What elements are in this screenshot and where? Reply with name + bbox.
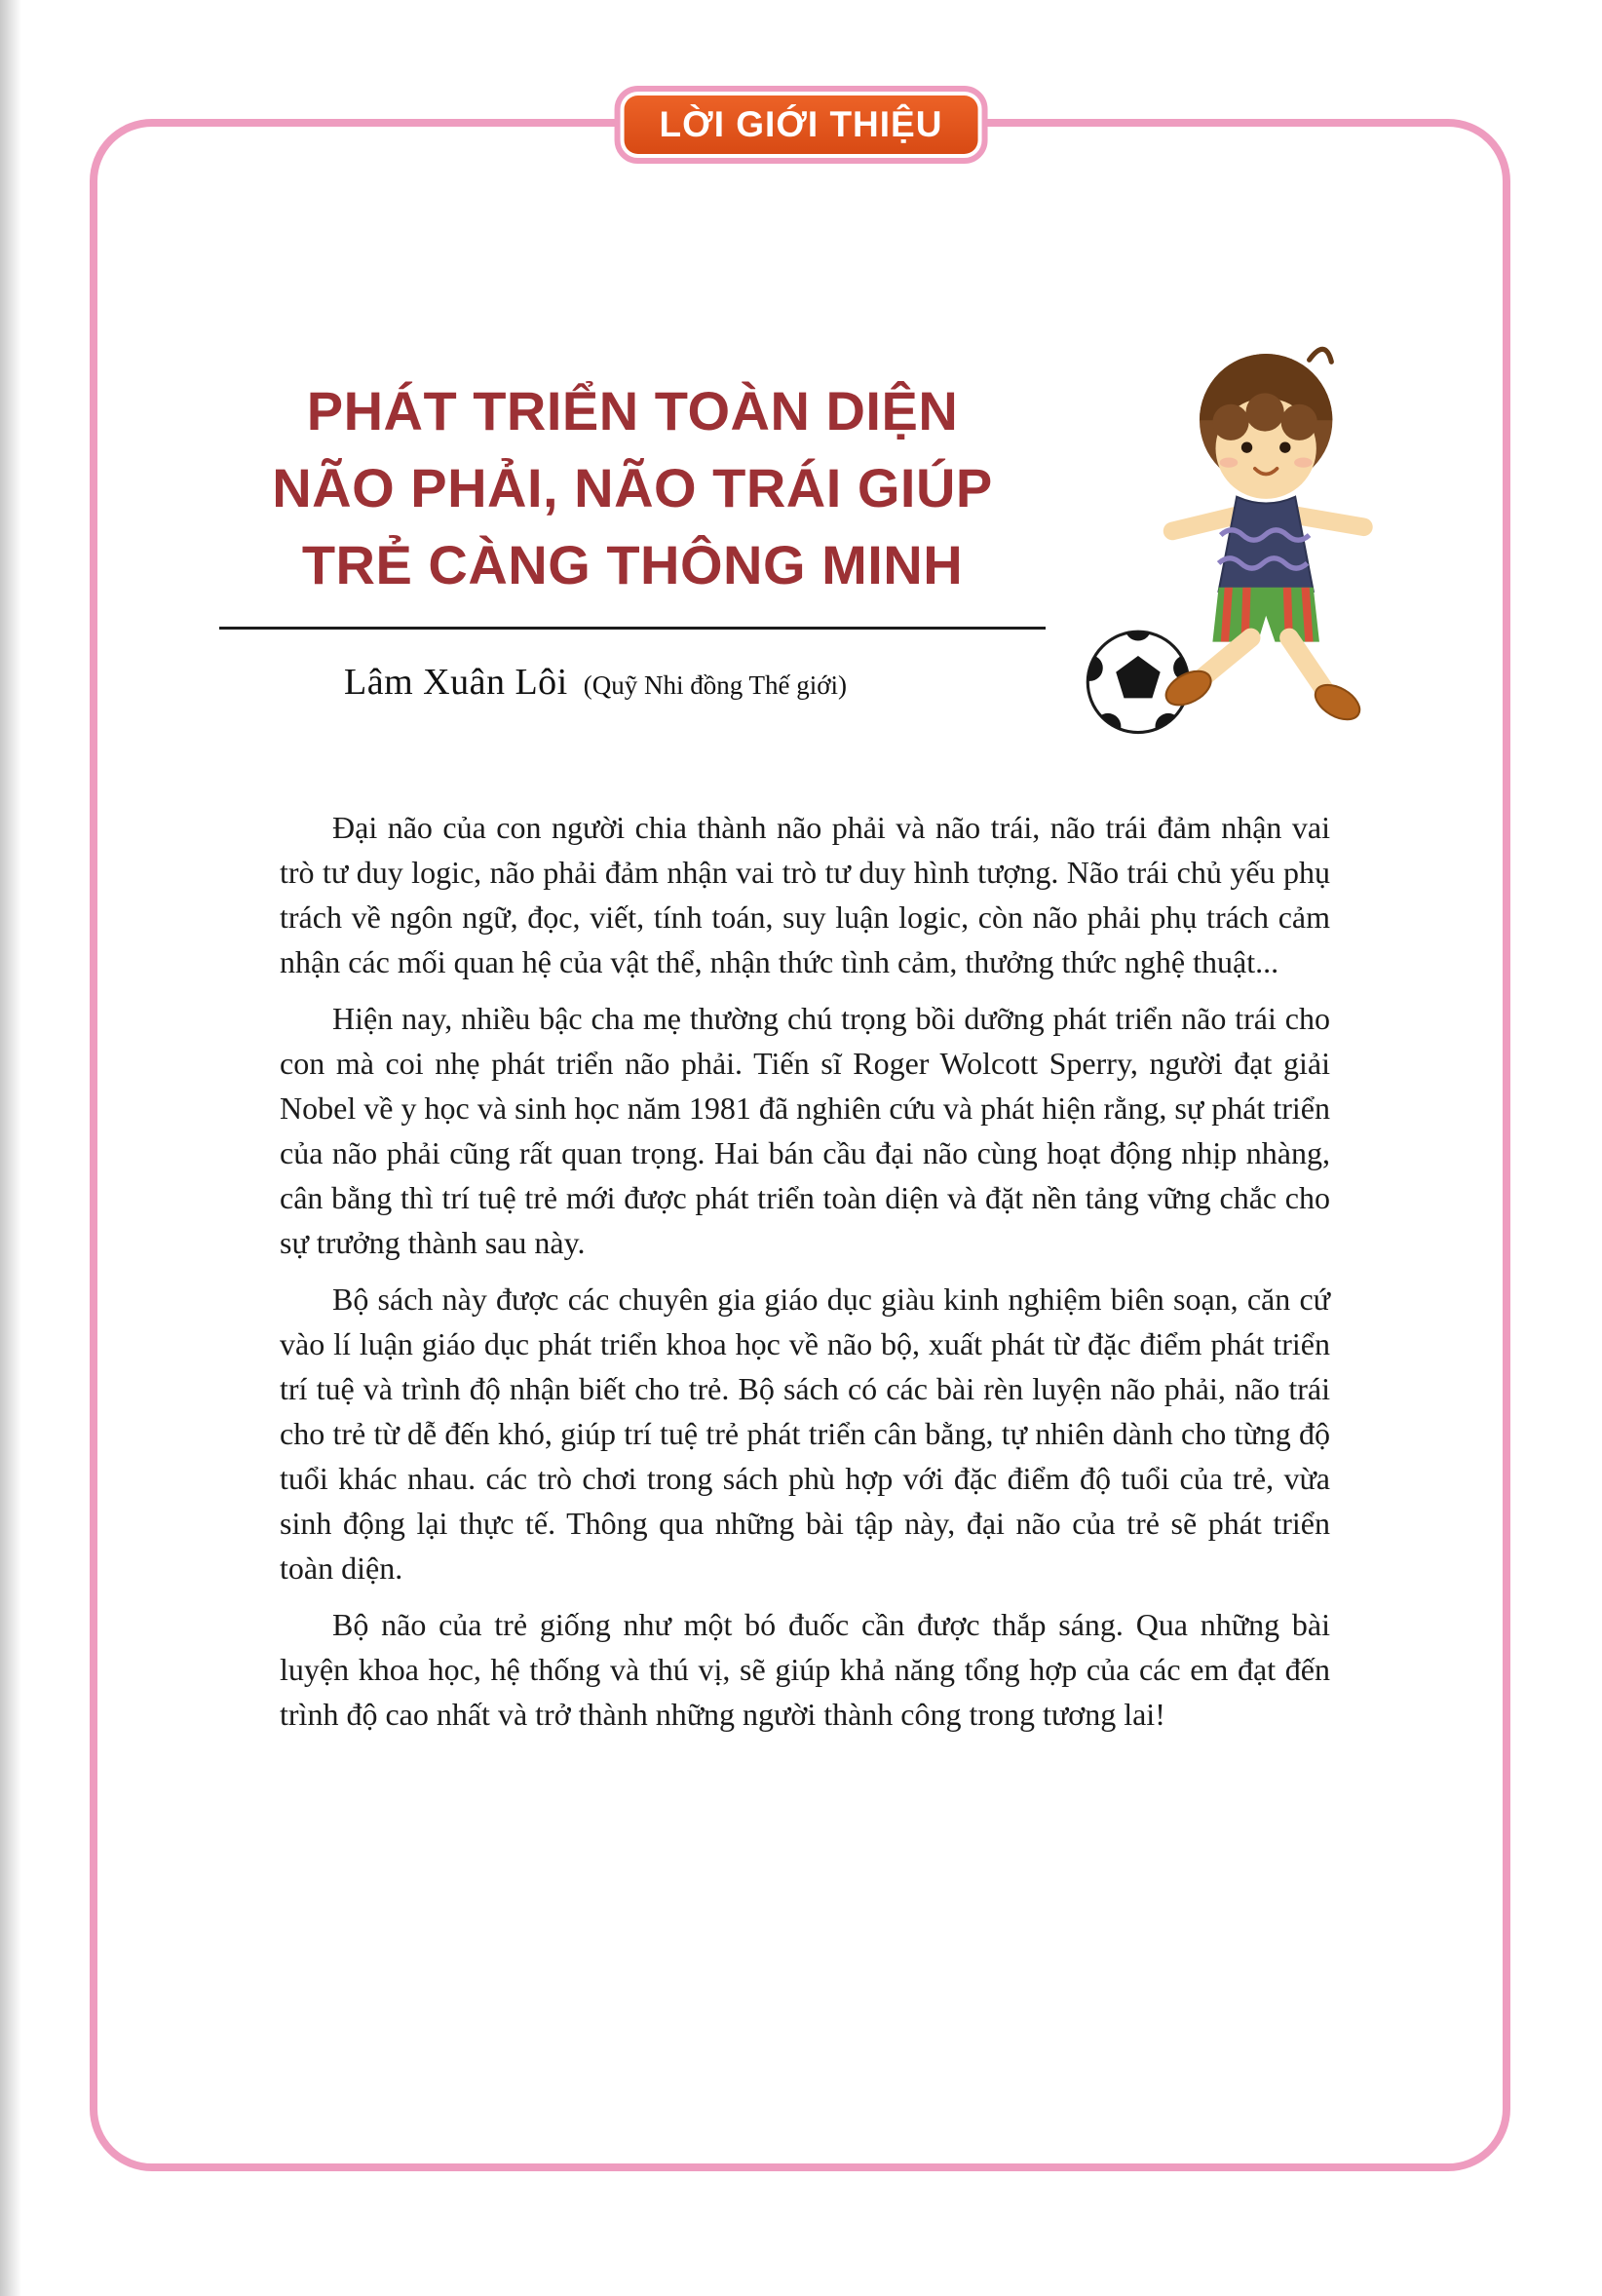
title-block: [219, 372, 1046, 704]
author-line: [219, 661, 1046, 704]
body-text: [280, 805, 1330, 1748]
section-banner-label: LỜI GIỚI THIỆU: [659, 104, 943, 144]
paragraph-2: Hiện nay, nhiều bậc cha mẹ thường chú trọng bồi dưỡng phát triển não trái cho con mà coi nhẹ phát triển não phải. Tiến sĩ Roger Wolcott Sperry, người đạt giải Nobel về y học và sinh học năm 1981 đã nghiên cứu và phát hiện rằng, sự phát triển của não phải cũng rất quan trọng. Hai bán cầu đại não cùng hoạt động nhịp nhàng, cân bằng thì trí tuệ trẻ mới được phát triển toàn diện và đặt nền tảng vững chắc cho sự trưởng thành sau này.: [280, 1001, 1330, 1260]
section-banner-plate: [625, 96, 978, 154]
section-banner: [615, 86, 988, 164]
author-affiliation: (Quỹ Nhi đồng Thế giới): [583, 670, 847, 700]
boy-kicking-soccer-ball-illustration: [1080, 327, 1382, 771]
author-name: Lâm Xuân Lôi: [344, 662, 568, 703]
page-title-line-3: TRẺ CÀNG THÔNG MINH: [301, 534, 964, 595]
title-underline: [219, 627, 1046, 630]
boy-figure: [1161, 349, 1365, 726]
paragraph-4: Bộ não của trẻ giống như một bó đuốc cần được thắp sáng. Qua những bài luyện khoa học, hệ thống và thú vị, sẽ giúp khả năng tổng hợp của các em đạt đến trình độ cao nhất và trở thành những người thành công trong tương lai!: [280, 1607, 1330, 1732]
page-title-line-1: PHÁT TRIỂN TOÀN DIỆN: [306, 380, 959, 441]
paragraph-1: Đại não của con người chia thành não phải và não trái, não trái đảm nhận vai trò tư duy logic, não phải đảm nhận vai trò tư duy hình tượng. Não trái chủ yếu phụ trách về ngôn ngữ, đọc, viết, tính toán, suy luận logic, còn não phải phụ trách cảm nhận các mối quan hệ của vật thể, nhận thức tình cảm, thưởng thức nghệ thuật...: [280, 810, 1330, 979]
paragraph-3: Bộ sách này được các chuyên gia giáo dục giàu kinh nghiệm biên soạn, căn cứ vào lí luận giáo dục phát triển khoa học về não bộ, xuất phát từ đặc điểm phát triển trí tuệ và trình độ nhận biết cho trẻ. Bộ sách có các bài rèn luyện não phải, não trái cho trẻ từ dễ đến khó, giúp trí tuệ trẻ phát triển cân bằng, tự nhiên dành cho từng độ tuổi khác nhau. các trò chơi trong sách phù hợp với đặc điểm độ tuổi của trẻ, vừa sinh động lại thực tế. Thông qua những bài tập này, đại não của trẻ sẽ phát triển toàn diện.: [280, 1282, 1330, 1586]
page-title-line-2: NÃO PHẢI, NÃO TRÁI GIÚP: [272, 457, 993, 518]
